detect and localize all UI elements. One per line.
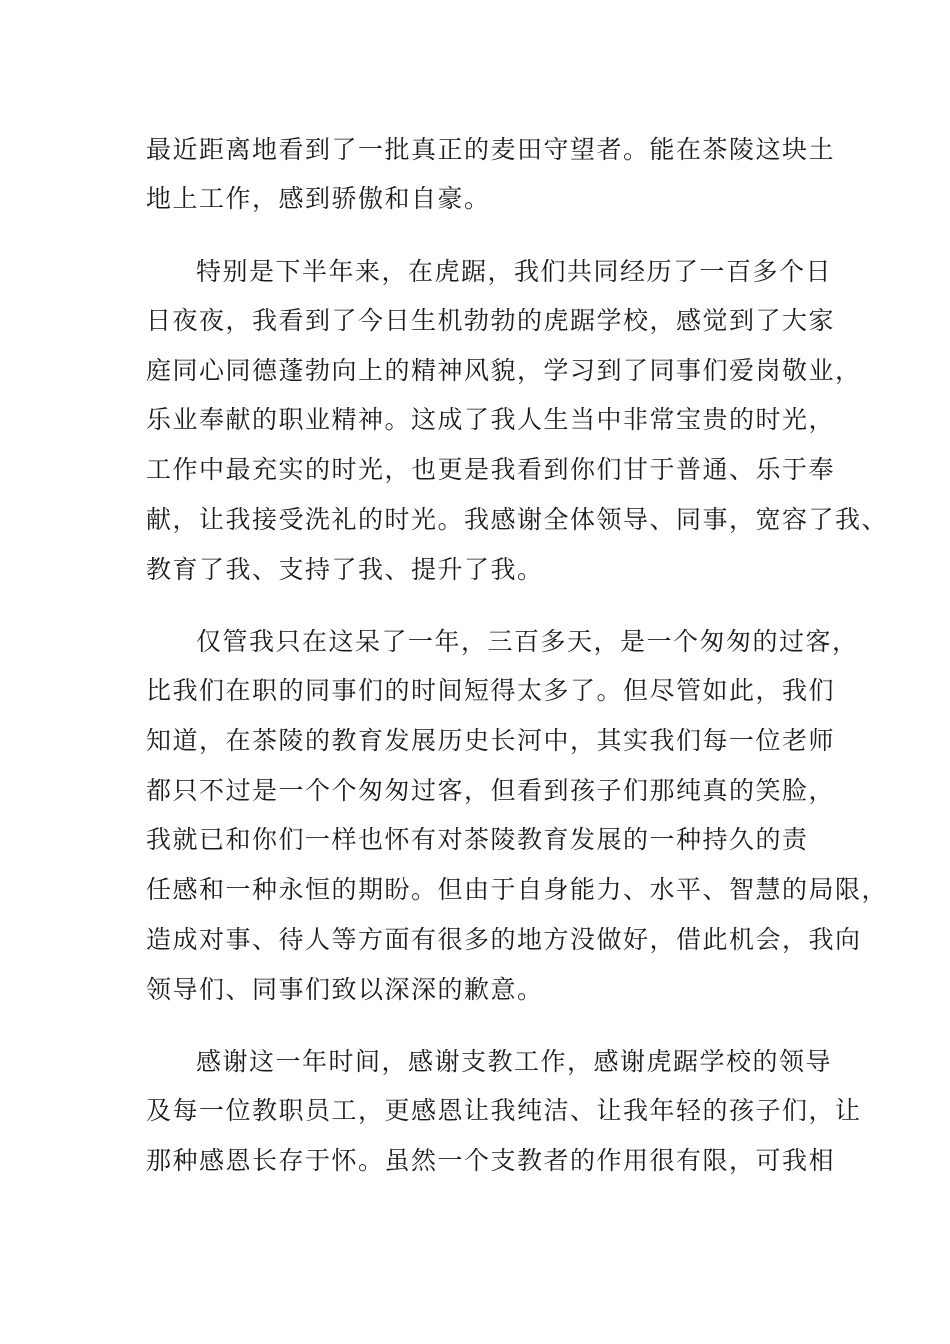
text-line: 地上工作，感到骄傲和自豪。 bbox=[146, 184, 491, 213]
text-line: 日夜夜，我看到了今日生机勃勃的虎踞学校，感觉到了大家 bbox=[146, 306, 836, 335]
paragraph-first-line: 感谢这一年时间，感谢支教工作，感谢虎踞学校的领导 bbox=[196, 1047, 833, 1076]
text-line: 造成对事、待人等方面有很多的地方没做好，借此机会，我向 bbox=[146, 925, 862, 954]
text-line: 任感和一种永恒的期盼。但由于自身能力、水平、智慧的局限， bbox=[146, 875, 889, 904]
text-line: 领导们、同事们致以深深的歉意。 bbox=[146, 975, 544, 1004]
text-line: 庭同心同德蓬勃向上的精神风貌，学习到了同事们爱岗敬业， bbox=[146, 356, 862, 385]
text-line: 最近距离地看到了一批真正的麦田守望者。能在茶陵这块土 bbox=[146, 135, 836, 164]
text-line: 我就已和你们一样也怀有对茶陵教育发展的一种持久的责 bbox=[146, 825, 809, 854]
text-line: 教育了我、支持了我、提升了我。 bbox=[146, 555, 544, 584]
text-line: 及每一位教职员工，更感恩让我纯洁、让我年轻的孩子们，让 bbox=[146, 1096, 862, 1125]
paragraph-first-line: 仅管我只在这呆了一年，三百多天，是一个匆匆的过客， bbox=[196, 627, 859, 656]
text-line: 知道，在茶陵的教育发展历史长河中，其实我们每一位老师 bbox=[146, 726, 836, 755]
text-line: 工作中最充实的时光，也更是我看到你们甘于普通、乐于奉 bbox=[146, 455, 836, 484]
paragraph-first-line: 特别是下半年来，在虎踞，我们共同经历了一百多个日 bbox=[196, 257, 833, 286]
text-line: 乐业奉献的职业精神。这成了我人生当中非常宝贵的时光， bbox=[146, 405, 836, 434]
text-line: 那种感恩长存于怀。虽然一个支教者的作用很有限，可我相 bbox=[146, 1146, 836, 1175]
text-line: 献，让我接受洗礼的时光。我感谢全体领导、同事，宽容了我、 bbox=[146, 505, 889, 534]
text-line: 都只不过是一个个匆匆过客，但看到孩子们那纯真的笑脸， bbox=[146, 776, 836, 805]
text-line: 比我们在职的同事们的时间短得太多了。但尽管如此，我们 bbox=[146, 676, 836, 705]
